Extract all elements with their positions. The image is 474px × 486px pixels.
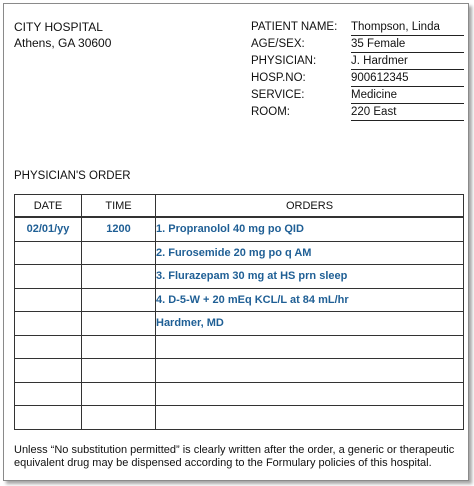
date-cell xyxy=(15,241,82,265)
table-row xyxy=(15,241,464,265)
order-cell: 2. Furosemide 20 mg po q AM xyxy=(156,241,464,265)
orders-column-header: ORDERS xyxy=(156,195,464,218)
time-cell xyxy=(82,382,156,406)
date-cell xyxy=(15,312,82,336)
patient-name-value: Thompson, Linda xyxy=(351,19,464,36)
hospital-name: CITY HOSPITAL xyxy=(14,20,103,34)
order-cell xyxy=(156,359,464,383)
time-cell: 1200 xyxy=(82,217,156,241)
date-cell xyxy=(15,382,82,406)
table-row xyxy=(15,359,464,383)
order-cell: 3. Flurazepam 30 mg at HS prn sleep xyxy=(156,265,464,289)
age-sex-row xyxy=(251,36,461,53)
date-cell xyxy=(15,335,82,359)
date-cell xyxy=(15,406,82,430)
age-sex-value: 35 Female xyxy=(351,36,464,53)
time-cell xyxy=(82,406,156,430)
date-column-header: DATE xyxy=(15,195,82,218)
orders-table xyxy=(14,194,464,430)
time-cell xyxy=(82,359,156,383)
physician-value: J. Hardmer xyxy=(351,53,464,70)
time-cell xyxy=(82,241,156,265)
time-cell xyxy=(82,288,156,312)
time-cell xyxy=(82,265,156,289)
time-cell xyxy=(82,312,156,336)
date-cell xyxy=(15,288,82,312)
room-row xyxy=(251,104,461,121)
hosp-no-label: HOSP.NO: xyxy=(251,72,306,84)
patient-info xyxy=(251,19,461,121)
time-cell xyxy=(82,335,156,359)
table-row xyxy=(15,312,464,336)
physician-row xyxy=(251,53,461,70)
orders-header-row xyxy=(15,195,464,218)
table-row xyxy=(15,217,464,241)
patient-name-label: PATIENT NAME: xyxy=(251,21,338,33)
physicians-order-title: PHYSICIAN'S ORDER xyxy=(14,170,131,182)
date-cell xyxy=(15,265,82,289)
hospital-location: Athens, GA 30600 xyxy=(14,36,112,50)
table-row xyxy=(15,406,464,430)
service-label: SERVICE: xyxy=(251,89,305,101)
order-cell: 1. Propranolol 40 mg po QID xyxy=(156,217,464,241)
table-row xyxy=(15,382,464,406)
date-cell: 02/01/yy xyxy=(15,217,82,241)
physician-label: PHYSICIAN: xyxy=(251,55,317,67)
order-cell xyxy=(156,382,464,406)
substitution-footnote: Unless “No substitution permitted” is clearly written after the order, a generic or therapeutic equivalent drug may be dispensed according to the Formulary policies of this hospital. xyxy=(14,444,455,469)
room-value: 220 East xyxy=(351,104,464,121)
order-cell: Hardmer, MD xyxy=(156,312,464,336)
table-row xyxy=(15,335,464,359)
order-cell: 4. D-5-W + 20 mEq KCL/L at 84 mL/hr xyxy=(156,288,464,312)
hosp-no-value: 900612345 xyxy=(351,70,464,87)
date-cell xyxy=(15,359,82,383)
time-column-header: TIME xyxy=(82,195,156,218)
service-value: Medicine xyxy=(351,87,464,104)
table-row xyxy=(15,265,464,289)
order-cell xyxy=(156,335,464,359)
hosp-no-row xyxy=(251,70,461,87)
order-cell xyxy=(156,406,464,430)
hospital-header xyxy=(14,19,111,51)
service-row xyxy=(251,87,461,104)
patient-name-row xyxy=(251,19,461,36)
table-row xyxy=(15,288,464,312)
age-sex-label: AGE/SEX: xyxy=(251,38,305,50)
order-sheet xyxy=(3,3,469,481)
room-label: ROOM: xyxy=(251,106,290,118)
